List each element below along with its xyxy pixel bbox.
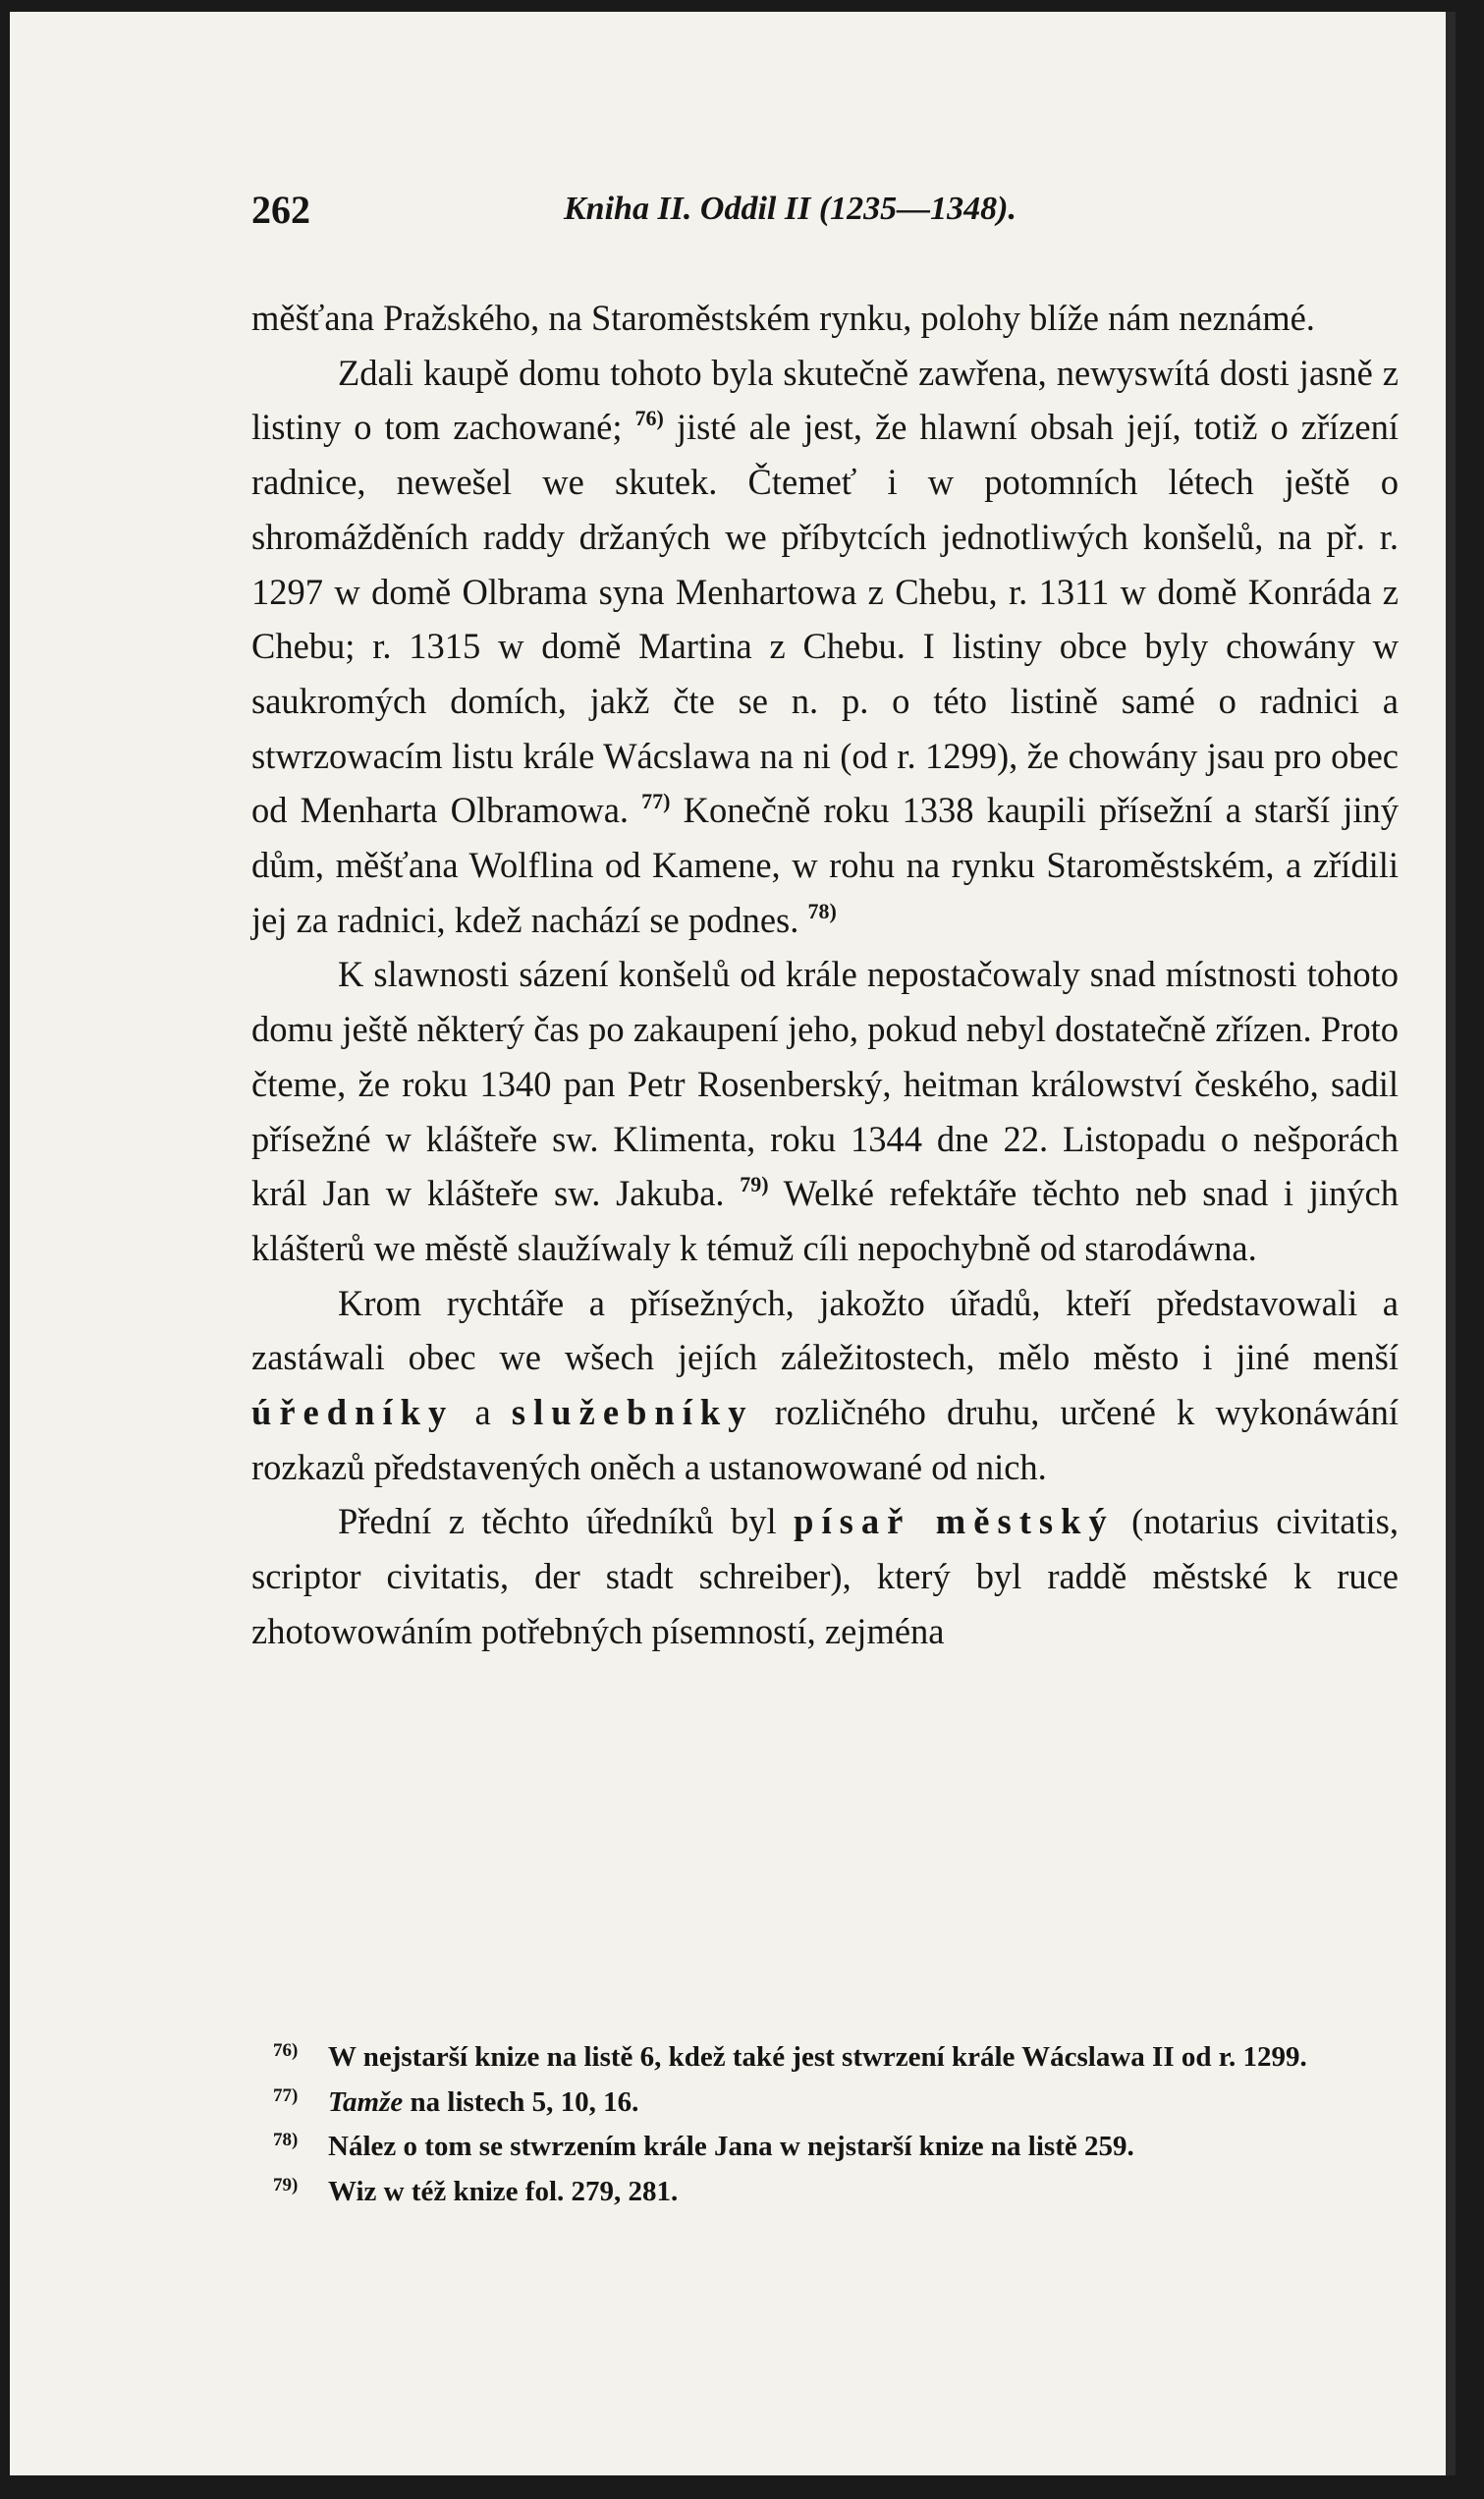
book-page <box>10 12 1456 2475</box>
footnote-text: W nejstarší knize na listě 6, kdež také jest stwrzení krále Wácslawa II od r. 1299. <box>328 2041 1307 2073</box>
footnote-mark <box>273 2125 298 2170</box>
paragraph-2-text-c: Konečně roku 1338 kaupili přísežní a starší jiný dům, měšťana Wolflina od Kamene, w rohu na rynku Staroměstském, a zřídili jej za radnici, kdež nachází se podnes. <box>251 790 1400 940</box>
footnote-mark-78: 78) <box>273 2130 299 2150</box>
footnote-ref-79[interactable]: 79) <box>740 1172 769 1197</box>
paragraph-4-text-a: Krom rychtáře a přísežných, jakožto úřadů, kteří představowali a zastáwali obec we wšech jejích záležitostech, mělo město i jiné menší <box>251 1282 1399 1378</box>
page-number: 262 <box>251 188 310 232</box>
footnote-text: na listech 5, 10, 16. <box>410 2085 639 2118</box>
paragraph-4-text-b: rozličného druhu, určené k wykonáwání rozkazů představených oněch a ustanowowané od nich. <box>251 1392 1400 1487</box>
paragraph-5-text-b: (notarius civitatis, scriptor civitatis, der stadt schreiber), který byl raddě městské k ruce zhotowowáním potřebných písemností, zejména <box>251 1501 1400 1651</box>
paragraph-4 <box>251 1276 1399 1495</box>
paragraph-1-text: měšťana Pražského, na Staroměstském rynku, polohy blíže nám neznámé. <box>251 298 1315 338</box>
footnote-79 <box>273 2170 1401 2215</box>
paragraph-2-text-b: jisté ale jest, že hlawní obsah její, totiž o zřízení radnice, newešel we skutek. Čtemeť i w potomních létech ještě o shromážděních raddy držaných we příbytcích jednotliwých konšelů, na př. r. 1297 w domě Olbrama syna Menhartowa z Chebu, r. 1311 w domě Konráda z Chebu; r. 1315 w domě Martina z Chebu. I listiny obce byly chowány w saukromých domích, jakž čte se n. p. o této listině samé o radnici a stwrzowacím listu krále Wácslawa na ni (od r. 1299), že chowány jsau pro obec od Menharta Olbramowa. <box>251 407 1400 831</box>
footnote-mark <box>273 2081 298 2126</box>
footnote-76 <box>273 2035 1401 2081</box>
paragraph-3-text-a: K slawnosti sázení konšelů od krále nepostačowaly snad místnosti tohoto domu ještě některý čas po zakaupení jeho, pokud nebyl dostatečně zřízen. Proto čteme, že roku 1340 pan Petr Rosenberský, heitman králowství českého, sadil přísežné w klášteře sw. Klimenta, roku 1344 dne 22. Listopadu o nešporách král Jan w klášteře sw. Jakuba. <box>251 954 1399 1214</box>
running-head: Kniha II. Oddil II (1235—1348). <box>564 191 1017 227</box>
footnote-text: Nález o tom se stwrzením krále Jana w nejstarší knize na listě 259. <box>328 2131 1134 2162</box>
footnote-mark <box>273 2170 298 2215</box>
footnote-mark-77: 77) <box>273 2084 299 2106</box>
body-text <box>251 291 1399 1659</box>
footnote-text: Wiz w též knize fol. 279, 281. <box>328 2175 679 2207</box>
footnote-mark-76: 76) <box>273 2040 299 2061</box>
footnote-ref-78[interactable]: 78) <box>807 898 837 923</box>
paragraph-3-text-b: Welké refektáře těchto neb snad i jiných klášterů we městě slaužíwaly k témuž cíli nepochybně od starodáwna. <box>251 1173 1399 1268</box>
page-header <box>251 187 1410 246</box>
footnote-italic-tamze: Tamže <box>328 2085 404 2118</box>
footnote-78 <box>273 2125 1401 2170</box>
footnote-ref-76[interactable]: 76) <box>634 406 664 431</box>
footnote-mark <box>273 2035 298 2081</box>
paragraph-5 <box>251 1494 1399 1658</box>
spaced-term-pisar: písař městský <box>794 1501 1115 1542</box>
footnote-ref-77[interactable]: 77) <box>641 789 671 814</box>
paragraph-2 <box>251 346 1399 948</box>
spaced-term-sluzebnici: služebníky <box>511 1392 754 1433</box>
footnote-mark-79: 79) <box>273 2174 299 2195</box>
paragraph-4-conjunction: a <box>474 1392 491 1433</box>
paragraph-3 <box>251 947 1399 1275</box>
footnotes <box>273 2035 1401 2214</box>
spaced-term-urednici: úředníky <box>251 1392 455 1433</box>
paragraph-2-text-a: Zdali kaupě domu tohoto byla skutečně zawřena, newyswítá dosti jasně z listiny o tom zachowané; <box>251 352 1399 448</box>
paragraph-1 <box>251 291 1399 346</box>
paragraph-5-text-a: Přední z těchto úředníků byl <box>338 1501 777 1542</box>
footnote-77 <box>273 2081 1401 2126</box>
